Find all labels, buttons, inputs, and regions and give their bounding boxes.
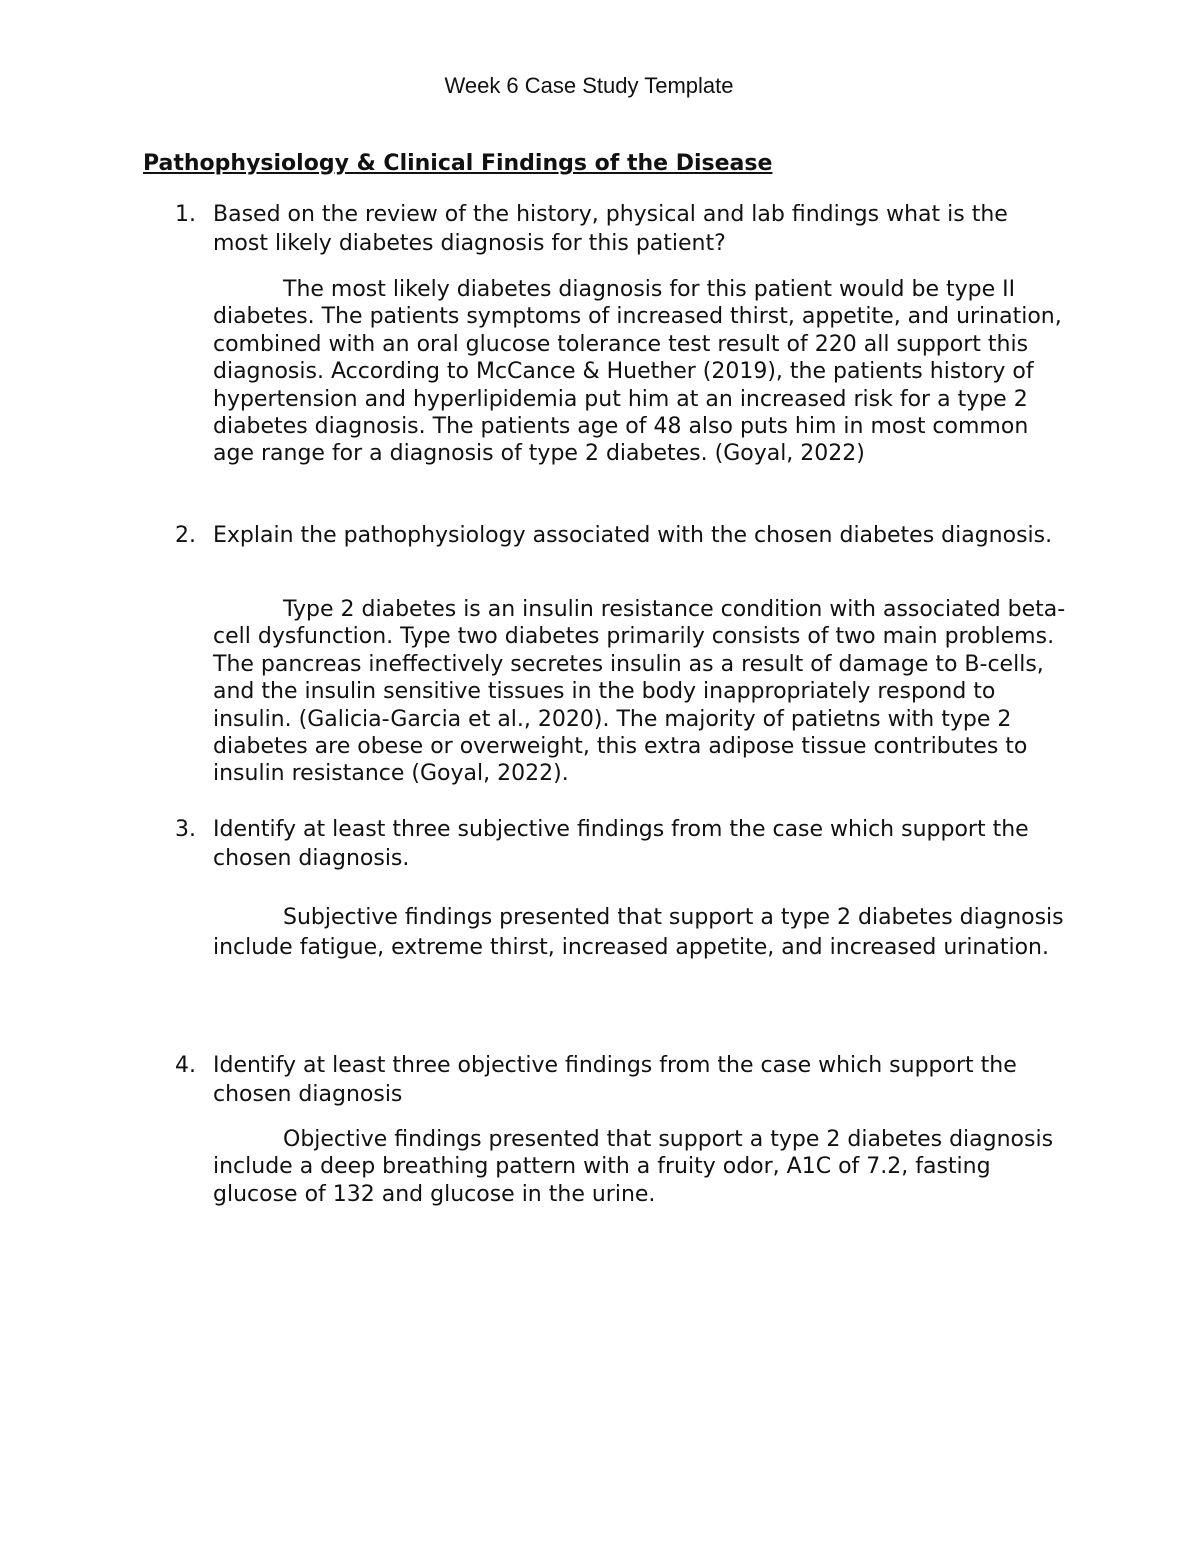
question-text: Based on the review of the history, physical and lab findings what is the most likely diabetes diagnosis for this patient? [213,202,1008,256]
answer-1: The most likely diabetes diagnosis for this patient would be type II diabetes. The patients symptoms of increased thirst, appetite, and urination, combined with an oral glucose tolerance test result of 220 all support this diagnosis. According to McCance & Huether (2019), the patients history of hypertension and hyperlipidemia put him at an increased risk for a type 2 diabetes diagnosis. The patients age of 48 also puts him in most common age range for a diagnosis of type 2 diabetes. (Goyal, 2022) [213,277,1062,467]
question-number: 4. [175,1053,196,1078]
question-number: 3. [175,817,196,842]
answer-4: Objective findings presented that support a type 2 diabetes diagnosis include a deep breathing pattern with a fruity odor, A1C of 7.2, fasting glucose of 132 and glucose in the urine. [213,1127,1054,1207]
document-title: Week 6 Case Study Template [444,73,734,98]
question-text: Identify at least three objective findings from the case which support the chosen diagnosis [213,1053,1017,1107]
question-text: Explain the pathophysiology associated with the chosen diabetes diagnosis. [213,523,1053,548]
answer-3: Subjective findings presented that support a type 2 diabetes diagnosis include fatigue, extreme thirst, increased appetite, and increased urination. [213,905,1064,960]
question-number: 2. [175,523,196,548]
question-number: 1. [175,202,196,227]
section-heading: Pathophysiology & Clinical Findings of the Disease [143,151,773,176]
answer-2: Type 2 diabetes is an insulin resistance condition with associated beta-cell dysfunction. Type two diabetes primarily consists of two main problems. The pancreas ineffectively secretes insulin as a result of damage to B-cells, and the insulin sensitive tissues in the body inappropriately respond to insulin. (Galicia-Garcia et al., 2020). The majority of patietns with type 2 diabetes are obese or overweight, this extra adipose tissue contributes to insulin resistance (Goyal, 2022). [213,597,1066,787]
question-text: Identify at least three subjective findings from the case which support the chosen diagnosis. [213,817,1029,871]
